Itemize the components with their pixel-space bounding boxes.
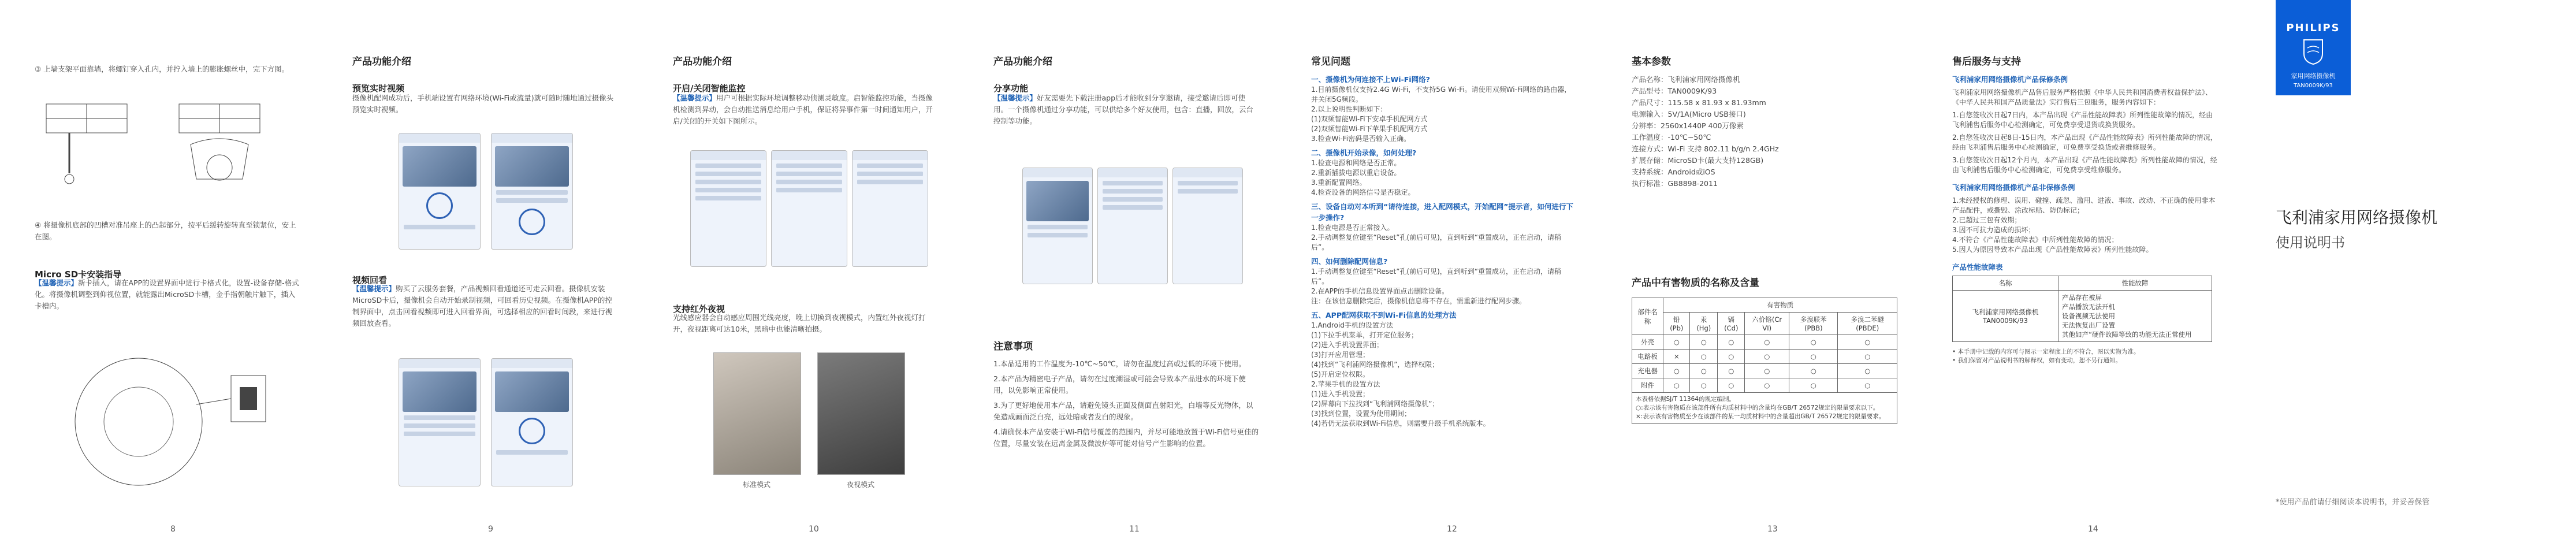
- night-mode-caption: 夜视模式: [846, 481, 874, 489]
- faq-question: 三、设备自动对本听到“请待连接，进入配网模式，开始配网”提示音，如何进行下一步操作?: [1311, 202, 1573, 222]
- philips-shield-icon: [2302, 38, 2325, 65]
- fault-table-title: 产品性能故障表: [1952, 263, 2003, 272]
- cell: ○: [1690, 335, 1718, 350]
- playback-text-block: [352, 283, 618, 329]
- warranty-para: 2.自您签收次日起8日-15日内，本产品出现《产品性能故障表》所列性能故障的情况，经由飞利浦售后服务中心检测确定，可免费享受换货或者维修服务。: [1952, 133, 2217, 151]
- warranty-para: 飞利浦家用网络摄像机产品售后服务严格依照《中华人民共和国消费者权益保护法》、《中华人民共和国产品质量法》实行售后三包服务，服务内容如下：: [1952, 88, 2213, 106]
- page-number: 12: [1447, 525, 1457, 534]
- page-9: [352, 0, 624, 550]
- spec-item: 产品型号：TAN0009K/93: [1632, 87, 1717, 95]
- cell: ○: [1663, 335, 1690, 350]
- share-tip-label: 【温馨提示】: [993, 94, 1037, 102]
- note-item: 1.本品适用的工作温度为-10℃~50℃，请勿在温度过高或过低的环境下使用。: [993, 359, 1246, 368]
- live-view-text: 摄像机配网成功后，手机端设置有网络环境(Wi-Fi或流量)就可随时随地通过摄像头预览实时视频。: [352, 94, 614, 114]
- night-vision-title: 支持红外夜视: [673, 304, 725, 314]
- fault-table: [1952, 276, 2212, 342]
- cell: ○: [1789, 350, 1838, 364]
- note-item: 4.请确保本产品安装于Wi-Fi信号覆盖的范围内，并尽可能地放置于Wi-Fi信号更佳的位置，尽量安装在远离金属及微波炉等可能对信号产生影响的位置。: [993, 428, 1259, 448]
- faq-answer: 1.目前摄像机仅支持2.4G Wi-Fi，不支持5G Wi-Fi。请使用双频Wi-Fi网络的路由器，并关闭5G频段。 2.以上说明性判断如下： (1)双频智能Wi-Fi下安卓手机配网方式 (2)双频智能Wi-Fi下苹果手机配网方式 3.检查Wi-Fi密码是否输入正确。: [1311, 86, 1572, 143]
- faq-answer: 1.Android手机的设置方法 (1)下拉手机菜单，打开定位服务； (2)进入手机设置界面； (3)打开应用管理； (4)找到“飞利浦网络摄像机”，选择权限； (5)开启定位权限。 2.苹果手机的设置方法 (1)进入手机设置； (2)屏幕向下拉找到“飞利浦网络摄像机”； (3)找到位置，设置为使用期间； (4)若仍无法获取到Wi-Fi信息，则需要升级手机系统版本。: [1311, 321, 1490, 428]
- spec-item: 工作温度：-10℃~50℃: [1632, 133, 1711, 142]
- note-item: 2.本产品为精密电子产品，请勿在过度潮湿或可能会导致本产品进水的环境下使用，以免影响正常使用。: [993, 374, 1246, 395]
- faq-item: [1311, 310, 1577, 429]
- cover-subtitle: 使用说明书: [2276, 235, 2345, 251]
- spec-item: 电源输入：5V/1A(Micro USB接口): [1632, 110, 1746, 118]
- cell: ○: [1745, 364, 1789, 378]
- warranty-section: [1952, 74, 2218, 365]
- night-mode-image: [817, 352, 905, 475]
- step-3-text: ③ 上墙支架平面靠墙，将螺钉穿入孔内，并拧入墙上的膨胀螺丝中，完下方图。: [35, 65, 289, 73]
- table-row: [1632, 350, 1897, 364]
- row-name: 外壳: [1632, 335, 1663, 350]
- motion-detect-text-block: [673, 92, 939, 127]
- hazard-title: 产品中有害物质的名称及含量: [1632, 277, 1759, 289]
- spec-item: 扩展存储：MicroSD卡(最大支持128GB): [1632, 156, 1764, 165]
- motion-detect-title: 开启/关闭智能监控: [673, 83, 746, 94]
- playback-title: 视频回看: [352, 275, 388, 285]
- hazard-notes: 本表格依据SJ/T 11364的规定编制。 ○:表示该有害物质在该部件所有均质材料中的含量均在GB/T 26572规定的限量要求以下。 ×:表示该有害物质至少在该部件的某一均质材料中的含量超出GB/T 26572规定的限量要求。: [1632, 393, 1897, 424]
- page-13: [1632, 0, 1903, 550]
- cell: ○: [1745, 378, 1789, 393]
- non-warranty-item: 1.未经授权的修理、误用、碰撞、疏忽、滥用、进液、事故、改动、不正确的使用非本产品配件，或撕毁、涂改标贴、防伪标记；: [1952, 196, 2216, 214]
- phone-screenshot: [491, 133, 573, 250]
- page-8: [35, 0, 306, 550]
- faq-question: 五、APP配网获取不到Wi-Fi信息的处理方法: [1311, 311, 1457, 319]
- phone-screenshot: [690, 150, 766, 267]
- row-name: 电路板: [1632, 350, 1663, 364]
- share-title: 分享功能: [993, 83, 1029, 94]
- phone-screenshot: [771, 150, 847, 267]
- warranty-title: 飞利浦家用网络摄像机产品保修条例: [1952, 75, 2068, 84]
- wall-mount-illustration: [35, 98, 300, 202]
- non-warranty-item: 2.已超过三包有效期；: [1952, 216, 2022, 224]
- phone-screenshot: [852, 150, 928, 267]
- table-row: [1632, 335, 1897, 350]
- page-number: 10: [809, 525, 819, 534]
- cell: ○: [1745, 350, 1789, 364]
- cover-title: 飞利浦家用网络摄像机: [2276, 208, 2438, 227]
- faq-item: [1311, 147, 1577, 198]
- cell: ○: [1690, 378, 1718, 393]
- notes-title: 注意事项: [993, 341, 1033, 352]
- cell: ×: [1663, 350, 1690, 364]
- cell: ○: [1718, 350, 1745, 364]
- spec-item: 连接方式：Wi-Fi 支持 802.11 b/g/n 2.4GHz: [1632, 144, 1779, 153]
- page-number: 11: [1129, 525, 1140, 534]
- note-item: 3.为了更好地使用本产品，请避免镜头正面及侧面直射阳光，白墙等反光物体，以免造成画面泛白亮，远处暗或者发白的现象。: [993, 401, 1253, 421]
- page-title: 常见问题: [1311, 56, 1350, 68]
- cell: ○: [1718, 335, 1745, 350]
- notes-list: [993, 358, 1259, 449]
- phone-screenshot: [399, 133, 481, 250]
- share-text: 好友需要先下载注册app后才能收到分享邀请，接受邀请后即可使用。一个摄像机通过分享功能，可以供给多个好友使用，包含：直播，回放，云台控制等功能。: [993, 94, 1254, 125]
- fault-header: 名称: [1953, 276, 2058, 291]
- hazard-header-group: 有害物质: [1663, 298, 1897, 313]
- playback-tip-label: 【温馨提示】: [352, 284, 396, 293]
- cell: ○: [1690, 350, 1718, 364]
- page-number: 9: [488, 525, 493, 534]
- cover-box-line1: 家用网络摄像机: [2291, 72, 2336, 80]
- cover-footer: *使用产品前请仔细阅读本说明书，并妥善保管: [2276, 498, 2430, 507]
- cell: ○: [1838, 335, 1897, 350]
- phone-screenshot: [1172, 168, 1243, 284]
- cell: ○: [1718, 364, 1745, 378]
- non-warranty-item: 3.因不可抗力造成的损坏；: [1952, 226, 2035, 234]
- faq-answer: 1.手动调整复位键至“Reset”孔(前后可见)，直到听到“重置成功，正在启动，请稍后”。 2.在APP的手机信息设置界面点击删除设备。 注：在该信息删除完后，摄像机信息将不存在，需重新进行配网步骤。: [1311, 267, 1561, 305]
- cell: ○: [1789, 378, 1838, 393]
- sd-tip-label: 【温馨提示】: [35, 278, 79, 287]
- step-4-text: ④ 将摄像机底部的凹槽对准吊座上的凸起部分，按平后缓转旋转直至锁紧位，安上在图。: [35, 221, 296, 241]
- phone-screenshot: [1097, 168, 1168, 284]
- fault-list: 产品存在被屏 产品播放无法开机 设备视频无法使用 无法恢复出厂设置 其他如产“硬件故障等致的功能无法正常使用: [2058, 291, 2212, 342]
- live-view-title: 预览实时视频: [352, 83, 405, 94]
- cell: ○: [1838, 350, 1897, 364]
- sd-text: 新卡插入，请在APP的设置界面中进行卡格式化，设置-设备存储-格式化。将摄像机调整到仰视位置，就能露出MicroSD卡槽，金手指朝触片触下，插入卡槽内。: [35, 278, 299, 310]
- non-warranty-item: 4.不符合《产品性能故障表》中所列性能故障的情况；: [1952, 236, 2119, 244]
- fault-header: 性能故障: [2058, 276, 2212, 291]
- faq-item: [1311, 256, 1577, 306]
- motion-detect-text: 用户可根据实际环境调整移动侦测灵敏度。启智能监控功能，当摄像机检测到异动，会自动推送消息给用户手机，保证将异事件第一时间通知用户，开启/关闭的开关如下图所示。: [673, 94, 933, 125]
- page-number: 8: [170, 525, 176, 534]
- cell: ○: [1838, 378, 1897, 393]
- cell: ○: [1663, 378, 1690, 393]
- fault-name: 飞利浦家用网络摄像机 TAN0009K/93: [1953, 291, 2058, 342]
- faq-item: [1311, 74, 1577, 144]
- row-name: 附件: [1632, 378, 1663, 393]
- hazard-col: 六价铬(Cr VI): [1745, 313, 1789, 335]
- non-warranty-title: 飞利浦家用网络摄像机产品非保修条例: [1952, 183, 2075, 192]
- phone-screenshot: [1022, 168, 1093, 284]
- cell: ○: [1663, 364, 1690, 378]
- page-10: [673, 0, 944, 550]
- faq-item: [1311, 201, 1577, 252]
- spec-item: 支持系统：Android或iOS: [1632, 168, 1715, 176]
- cell: ○: [1745, 335, 1789, 350]
- sd-text-block: [35, 277, 300, 312]
- hazard-header-part: 部件名称: [1632, 298, 1663, 335]
- spec-item: 产品尺寸：115.58 x 81.93 x 81.93mm: [1632, 98, 1766, 107]
- standard-mode-image: [713, 352, 801, 475]
- warranty-para: 3.自您签收次日起12个月内，本产品出现《产品性能故障表》所列性能故障的情况，经由飞利浦售后服务中心检测确定，可免费享受维修服务。: [1952, 156, 2217, 174]
- table-row: [1632, 364, 1897, 378]
- camera-sd-illustration: [52, 347, 306, 497]
- page-number: 13: [1767, 525, 1778, 534]
- cover-box-line2: TAN0009K/93: [2294, 83, 2333, 89]
- spec-item: 分辨率：2560x1440P 400万像素: [1632, 121, 1744, 130]
- page-title: 产品功能介绍: [993, 56, 1052, 68]
- page-14: [1952, 0, 2224, 550]
- page-title: 产品功能介绍: [352, 56, 411, 68]
- faq-question: 四、如何删除配网信息?: [1311, 257, 1388, 266]
- row-name: 充电器: [1632, 364, 1663, 378]
- spec-list: [1632, 74, 1897, 189]
- hazard-col: 镉(Cd): [1718, 313, 1745, 335]
- cell: ○: [1718, 378, 1745, 393]
- faq-answer: 1.检查电源和网络是否正常。 2.重新插拔电源以重启设备。 3.重新配置网络。 4.检查设备的网络信号是否稳定。: [1311, 159, 1415, 196]
- page-11: [993, 0, 1265, 550]
- philips-logo-box: [2276, 0, 2351, 95]
- spec-item: 执行标准：GB8898-2011: [1632, 179, 1718, 188]
- table-row: [1953, 291, 2212, 342]
- faq-answer: 1.检查电源是否正常接入。 2.手动调整复位键至“Reset”孔(前后可见)，直到听到“重置成功，正在启动，请稍后”。: [1311, 224, 1561, 251]
- cell: ○: [1690, 364, 1718, 378]
- cell: ○: [1789, 335, 1838, 350]
- faq-question: 一、摄像机为何连接不上Wi-Fi网络?: [1311, 75, 1430, 84]
- faq-question: 二、摄像机开始录像，如何处理?: [1311, 148, 1417, 157]
- cell: ○: [1789, 364, 1838, 378]
- night-vision-text: 光线感应器会自动感应周围光线亮度，晚上切换到夜视模式，内置红外夜视灯打开，夜视距离可达10米，黑暗中也能清晰拍摄。: [673, 313, 926, 333]
- hazard-col: 铅(Pb): [1663, 313, 1690, 335]
- hazard-col: 多溴联苯(PBB): [1789, 313, 1838, 335]
- footnotes: • 本手册中记载的内容可与图示一定程度上的不符合，图以实物为准。 • 我们保留对产品说明书的解释权，如有变动，恕不另行通知。: [1952, 348, 2140, 364]
- playback-text: 购买了云服务套餐，产品视频回看通道还可走云回看。摄像机安装MicroSD卡后，摄像机会自动开始录制视频，可回看历史视频。在摄像机APP的控制界面中，点击回看视频即可进入回看界面，可选择相应的回看时间段，来进行视频回放查看。: [352, 284, 613, 328]
- table-row: [1632, 378, 1897, 393]
- page-title: 基本参数: [1632, 56, 1671, 68]
- non-warranty-item: 5.因人为原因导致本产品出现《产品性能故障表》所列性能故障。: [1952, 246, 2153, 254]
- page-12: [1311, 0, 1583, 550]
- hazard-col: 多溴二苯醚(PBDE): [1838, 313, 1897, 335]
- share-text-block: [993, 92, 1259, 127]
- cover-page: [2276, 0, 2576, 550]
- cell: ○: [1838, 364, 1897, 378]
- sd-section-title: Micro SD卡安装指导: [35, 269, 122, 280]
- hazard-table: [1632, 298, 1897, 424]
- phone-screenshot: [491, 358, 573, 486]
- spec-item: 产品名称：飞利浦家用网络摄像机: [1632, 75, 1740, 84]
- page-number: 14: [2088, 525, 2098, 534]
- page-title: 售后服务与支持: [1952, 56, 2021, 68]
- page-title: 产品功能介绍: [673, 56, 732, 68]
- faq-list: [1311, 74, 1577, 429]
- standard-mode-caption: 标准模式: [742, 481, 770, 489]
- brand-logo: PHILIPS: [2286, 22, 2340, 34]
- warranty-para: 1.自您签收次日起7日内，本产品出现《产品性能故障表》所列性能故障的情况，经由飞利浦售后服务中心检测确定，可免费享受退货或换货服务。: [1952, 111, 2213, 129]
- motion-tip-label: 【温馨提示】: [673, 94, 717, 102]
- hazard-col: 汞(Hg): [1690, 313, 1718, 335]
- phone-screenshot: [399, 358, 481, 486]
